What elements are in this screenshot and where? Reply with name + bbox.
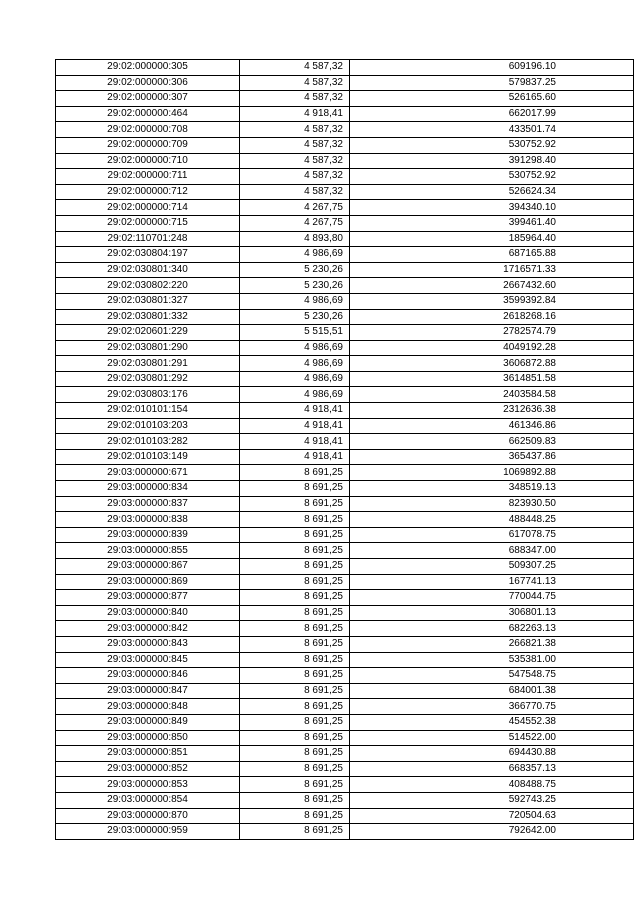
- rate-cell: 8 691,25: [240, 792, 350, 808]
- value-cell: 720504.63: [350, 808, 634, 824]
- rate-cell: 5 230,26: [240, 278, 350, 294]
- table-row: [56, 325, 634, 341]
- table-row: [56, 340, 634, 356]
- rate-cell: 8 691,25: [240, 777, 350, 793]
- value-cell: 530752.92: [350, 169, 634, 185]
- cadastral-number-cell: 29:02:000000:307: [56, 91, 240, 107]
- table-row: [56, 543, 634, 559]
- value-cell: 509307.25: [350, 559, 634, 575]
- value-cell: 3599392.84: [350, 293, 634, 309]
- value-cell: 2403584.58: [350, 387, 634, 403]
- rate-cell: 4 986,69: [240, 387, 350, 403]
- value-cell: 399461.40: [350, 215, 634, 231]
- table-row: [56, 761, 634, 777]
- rate-cell: 8 691,25: [240, 543, 350, 559]
- cadastral-number-cell: 29:03:000000:852: [56, 761, 240, 777]
- value-cell: 433501.74: [350, 122, 634, 138]
- rate-cell: 8 691,25: [240, 621, 350, 637]
- rate-cell: 8 691,25: [240, 559, 350, 575]
- value-cell: 167741.13: [350, 574, 634, 590]
- value-cell: 2312636.38: [350, 403, 634, 419]
- rate-cell: 8 691,25: [240, 605, 350, 621]
- table-row: [56, 262, 634, 278]
- cadastral-number-cell: 29:02:020601:229: [56, 325, 240, 341]
- rate-cell: 4 986,69: [240, 247, 350, 263]
- rate-cell: 4 918,41: [240, 434, 350, 450]
- table-row: [56, 714, 634, 730]
- value-cell: 366770.75: [350, 699, 634, 715]
- cadastral-number-cell: 29:02:000000:305: [56, 60, 240, 76]
- cadastral-number-cell: 29:03:000000:845: [56, 652, 240, 668]
- value-cell: 617078.75: [350, 527, 634, 543]
- table-row: [56, 387, 634, 403]
- rate-cell: 8 691,25: [240, 699, 350, 715]
- cadastral-number-cell: 29:03:000000:877: [56, 590, 240, 606]
- cadastral-number-cell: 29:03:000000:848: [56, 699, 240, 715]
- value-cell: 408488.75: [350, 777, 634, 793]
- table-row: [56, 137, 634, 153]
- table-row: [56, 75, 634, 91]
- cadastral-number-cell: 29:02:000000:708: [56, 122, 240, 138]
- value-cell: 823930.50: [350, 496, 634, 512]
- cadastral-number-cell: 29:03:000000:671: [56, 465, 240, 481]
- data-table: [55, 59, 634, 840]
- rate-cell: 4 587,32: [240, 60, 350, 76]
- value-cell: 688347.00: [350, 543, 634, 559]
- value-cell: 1716571.33: [350, 262, 634, 278]
- rate-cell: 8 691,25: [240, 465, 350, 481]
- table-row: [56, 699, 634, 715]
- value-cell: 1069892.88: [350, 465, 634, 481]
- value-cell: 365437.86: [350, 449, 634, 465]
- cadastral-number-cell: 29:02:010101:154: [56, 403, 240, 419]
- value-cell: 694430.88: [350, 746, 634, 762]
- rate-cell: 5 230,26: [240, 309, 350, 325]
- value-cell: 526165.60: [350, 91, 634, 107]
- cadastral-number-cell: 29:03:000000:838: [56, 512, 240, 528]
- cadastral-number-cell: 29:03:000000:839: [56, 527, 240, 543]
- rate-cell: 8 691,25: [240, 761, 350, 777]
- table-row: [56, 106, 634, 122]
- cadastral-number-cell: 29:03:000000:843: [56, 636, 240, 652]
- rate-cell: 5 230,26: [240, 262, 350, 278]
- value-cell: 394340.10: [350, 200, 634, 216]
- rate-cell: 8 691,25: [240, 512, 350, 528]
- table-row: [56, 574, 634, 590]
- cadastral-number-cell: 29:03:000000:870: [56, 808, 240, 824]
- value-cell: 662017.99: [350, 106, 634, 122]
- rate-cell: 4 587,32: [240, 184, 350, 200]
- cadastral-number-cell: 29:03:000000:869: [56, 574, 240, 590]
- table-row: [56, 808, 634, 824]
- value-cell: 2667432.60: [350, 278, 634, 294]
- rate-cell: 4 587,32: [240, 91, 350, 107]
- value-cell: 770044.75: [350, 590, 634, 606]
- rate-cell: 4 587,32: [240, 153, 350, 169]
- table-row: [56, 449, 634, 465]
- cadastral-number-cell: 29:02:000000:306: [56, 75, 240, 91]
- rate-cell: 4 918,41: [240, 449, 350, 465]
- rate-cell: 5 515,51: [240, 325, 350, 341]
- cadastral-number-cell: 29:02:000000:715: [56, 215, 240, 231]
- value-cell: 391298.40: [350, 153, 634, 169]
- value-cell: 348519.13: [350, 481, 634, 497]
- cadastral-number-cell: 29:02:000000:714: [56, 200, 240, 216]
- cadastral-number-cell: 29:02:030804:197: [56, 247, 240, 263]
- rate-cell: 4 587,32: [240, 122, 350, 138]
- cadastral-number-cell: 29:03:000000:837: [56, 496, 240, 512]
- table-body: [56, 60, 634, 840]
- cadastral-number-cell: 29:02:000000:712: [56, 184, 240, 200]
- rate-cell: 8 691,25: [240, 746, 350, 762]
- table-row: [56, 590, 634, 606]
- table-row: [56, 824, 634, 840]
- rate-cell: 4 267,75: [240, 215, 350, 231]
- value-cell: 488448.25: [350, 512, 634, 528]
- rate-cell: 8 691,25: [240, 808, 350, 824]
- table-row: [56, 792, 634, 808]
- cadastral-number-cell: 29:02:030801:340: [56, 262, 240, 278]
- table-row: [56, 371, 634, 387]
- cadastral-number-cell: 29:02:000000:711: [56, 169, 240, 185]
- rate-cell: 4 918,41: [240, 106, 350, 122]
- value-cell: 526624.34: [350, 184, 634, 200]
- table-row: [56, 683, 634, 699]
- table-row: [56, 777, 634, 793]
- rate-cell: 8 691,25: [240, 730, 350, 746]
- table-row: [56, 403, 634, 419]
- cadastral-number-cell: 29:02:030803:176: [56, 387, 240, 403]
- rate-cell: 4 986,69: [240, 356, 350, 372]
- table-row: [56, 231, 634, 247]
- value-cell: 668357.13: [350, 761, 634, 777]
- value-cell: 662509.83: [350, 434, 634, 450]
- value-cell: 684001.38: [350, 683, 634, 699]
- cadastral-number-cell: 29:03:000000:959: [56, 824, 240, 840]
- table-row: [56, 60, 634, 76]
- table-row: [56, 668, 634, 684]
- table-row: [56, 465, 634, 481]
- cadastral-number-cell: 29:02:000000:710: [56, 153, 240, 169]
- table-row: [56, 247, 634, 263]
- value-cell: 3606872.88: [350, 356, 634, 372]
- value-cell: 3614851.58: [350, 371, 634, 387]
- value-cell: 4049192.28: [350, 340, 634, 356]
- rate-cell: 4 267,75: [240, 200, 350, 216]
- value-cell: 514522.00: [350, 730, 634, 746]
- table-row: [56, 559, 634, 575]
- cadastral-number-cell: 29:03:000000:850: [56, 730, 240, 746]
- value-cell: 535381.00: [350, 652, 634, 668]
- rate-cell: 8 691,25: [240, 668, 350, 684]
- table-row: [56, 293, 634, 309]
- cadastral-number-cell: 29:02:110701:248: [56, 231, 240, 247]
- document-page: [55, 59, 556, 840]
- value-cell: 682263.13: [350, 621, 634, 637]
- value-cell: 609196.10: [350, 60, 634, 76]
- value-cell: 592743.25: [350, 792, 634, 808]
- table-row: [56, 481, 634, 497]
- cadastral-number-cell: 29:03:000000:853: [56, 777, 240, 793]
- cadastral-number-cell: 29:03:000000:840: [56, 605, 240, 621]
- value-cell: 579837.25: [350, 75, 634, 91]
- value-cell: 547548.75: [350, 668, 634, 684]
- rate-cell: 8 691,25: [240, 481, 350, 497]
- rate-cell: 4 587,32: [240, 169, 350, 185]
- value-cell: 687165.88: [350, 247, 634, 263]
- table-row: [56, 527, 634, 543]
- table-row: [56, 730, 634, 746]
- cadastral-number-cell: 29:02:010103:282: [56, 434, 240, 450]
- table-row: [56, 153, 634, 169]
- value-cell: 266821.38: [350, 636, 634, 652]
- rate-cell: 4 918,41: [240, 418, 350, 434]
- rate-cell: 8 691,25: [240, 574, 350, 590]
- rate-cell: 4 986,69: [240, 293, 350, 309]
- table-row: [56, 512, 634, 528]
- rate-cell: 4 893,80: [240, 231, 350, 247]
- cadastral-number-cell: 29:03:000000:854: [56, 792, 240, 808]
- rate-cell: 8 691,25: [240, 496, 350, 512]
- cadastral-number-cell: 29:02:030801:332: [56, 309, 240, 325]
- value-cell: 2618268.16: [350, 309, 634, 325]
- table-row: [56, 356, 634, 372]
- cadastral-number-cell: 29:03:000000:851: [56, 746, 240, 762]
- rate-cell: 8 691,25: [240, 652, 350, 668]
- rate-cell: 8 691,25: [240, 714, 350, 730]
- cadastral-number-cell: 29:02:000000:464: [56, 106, 240, 122]
- cadastral-number-cell: 29:02:030802:220: [56, 278, 240, 294]
- cadastral-number-cell: 29:03:000000:867: [56, 559, 240, 575]
- cadastral-number-cell: 29:03:000000:846: [56, 668, 240, 684]
- rate-cell: 4 918,41: [240, 403, 350, 419]
- cadastral-number-cell: 29:02:030801:291: [56, 356, 240, 372]
- table-row: [56, 215, 634, 231]
- cadastral-number-cell: 29:03:000000:847: [56, 683, 240, 699]
- value-cell: 185964.40: [350, 231, 634, 247]
- table-row: [56, 496, 634, 512]
- table-row: [56, 418, 634, 434]
- cadastral-number-cell: 29:03:000000:842: [56, 621, 240, 637]
- cadastral-number-cell: 29:02:010103:149: [56, 449, 240, 465]
- cadastral-number-cell: 29:02:000000:709: [56, 137, 240, 153]
- rate-cell: 4 587,32: [240, 75, 350, 91]
- table-row: [56, 434, 634, 450]
- rate-cell: 8 691,25: [240, 636, 350, 652]
- table-row: [56, 200, 634, 216]
- cadastral-number-cell: 29:02:030801:292: [56, 371, 240, 387]
- table-row: [56, 309, 634, 325]
- table-row: [56, 122, 634, 138]
- rate-cell: 8 691,25: [240, 683, 350, 699]
- value-cell: 792642.00: [350, 824, 634, 840]
- table-row: [56, 184, 634, 200]
- rate-cell: 4 587,32: [240, 137, 350, 153]
- cadastral-number-cell: 29:03:000000:855: [56, 543, 240, 559]
- table-row: [56, 746, 634, 762]
- cadastral-number-cell: 29:03:000000:849: [56, 714, 240, 730]
- rate-cell: 4 986,69: [240, 371, 350, 387]
- table-row: [56, 636, 634, 652]
- rate-cell: 8 691,25: [240, 527, 350, 543]
- table-row: [56, 605, 634, 621]
- rate-cell: 8 691,25: [240, 590, 350, 606]
- cadastral-number-cell: 29:03:000000:834: [56, 481, 240, 497]
- table-row: [56, 621, 634, 637]
- table-row: [56, 652, 634, 668]
- value-cell: 461346.86: [350, 418, 634, 434]
- rate-cell: 4 986,69: [240, 340, 350, 356]
- table-row: [56, 278, 634, 294]
- rate-cell: 8 691,25: [240, 824, 350, 840]
- value-cell: 454552.38: [350, 714, 634, 730]
- table-row: [56, 169, 634, 185]
- value-cell: 306801.13: [350, 605, 634, 621]
- value-cell: 2782574.79: [350, 325, 634, 341]
- cadastral-number-cell: 29:02:030801:327: [56, 293, 240, 309]
- cadastral-number-cell: 29:02:030801:290: [56, 340, 240, 356]
- table-row: [56, 91, 634, 107]
- cadastral-number-cell: 29:02:010103:203: [56, 418, 240, 434]
- value-cell: 530752.92: [350, 137, 634, 153]
